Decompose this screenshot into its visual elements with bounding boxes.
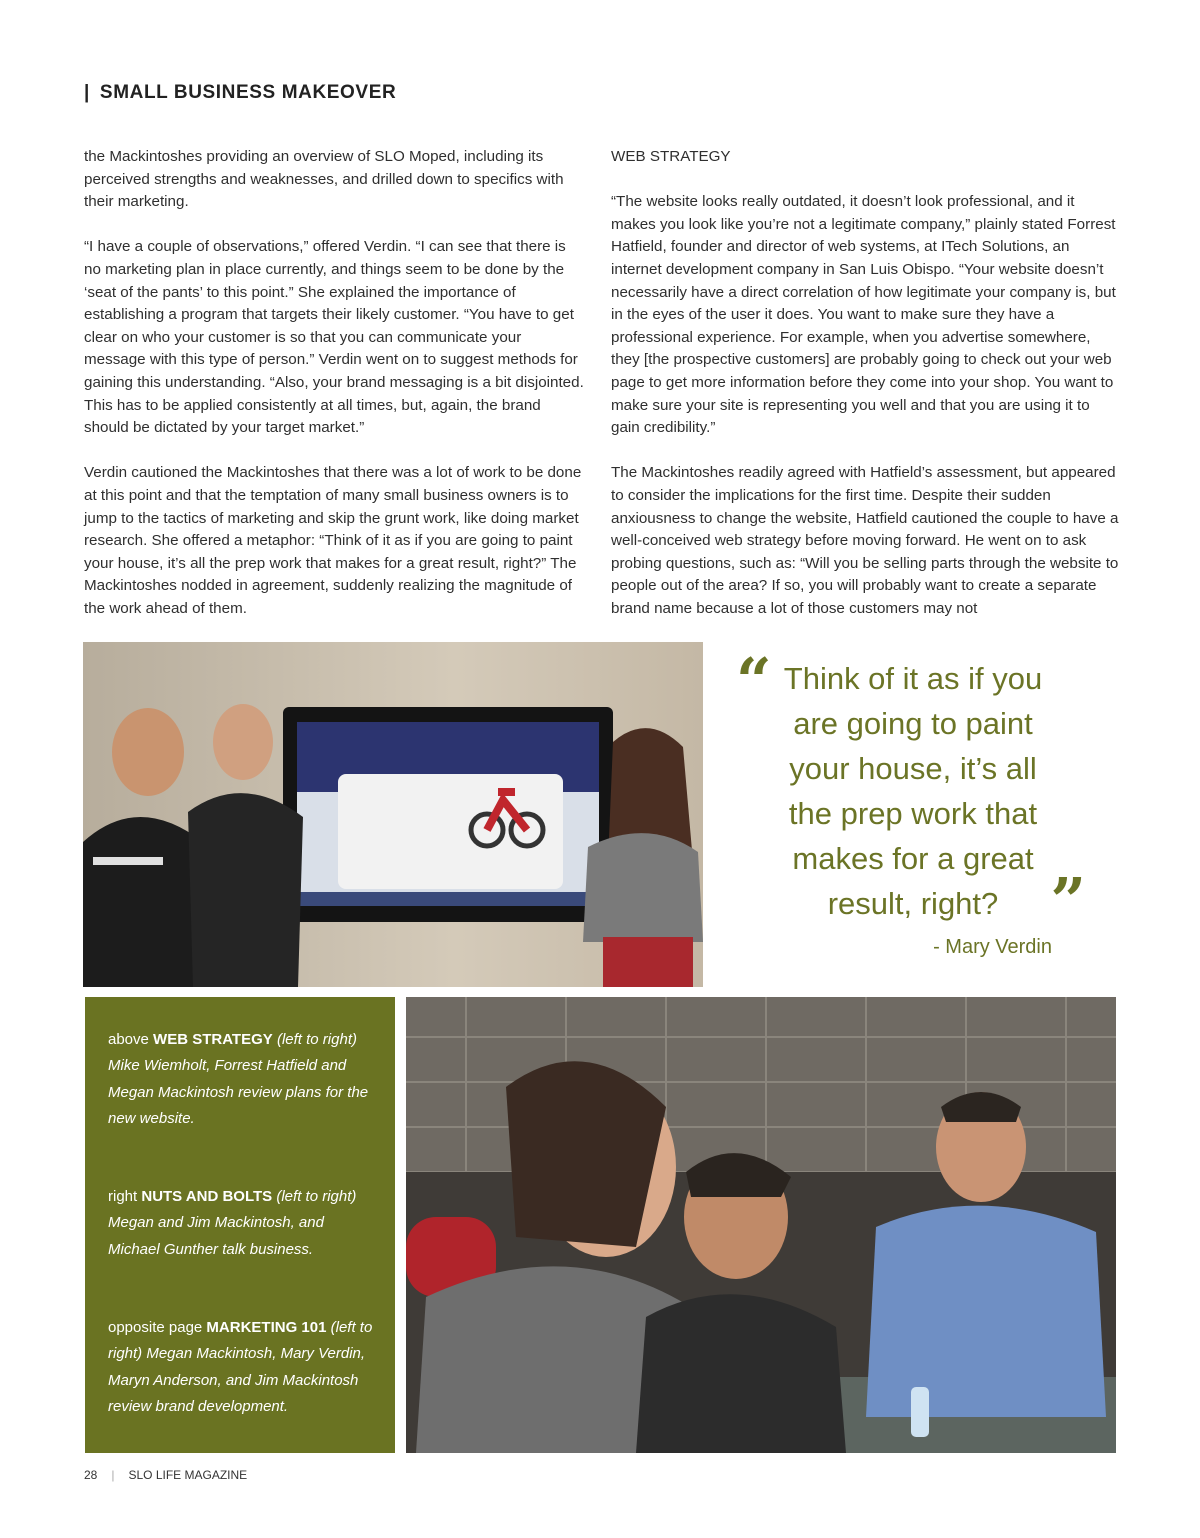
section-header (84, 82, 396, 104)
page-footer (84, 1468, 247, 1482)
quote-close-mark: ” (1050, 864, 1086, 937)
quote-open-mark: “ (736, 644, 772, 717)
caption-position: above (108, 1031, 149, 1048)
photo-web-strategy (83, 642, 703, 987)
pull-quote-attribution: - Mary Verdin (933, 936, 1052, 958)
magazine-name: SLO LIFE MAGAZINE (128, 1468, 248, 1482)
paragraph: “The website looks really outdated, it doesn’t look professional, and it makes you look like you’re not a legitimate company,” plainly stated Forrest Hatfield, founder and director of web systems, at ITech Solutions, an internet development company in San Luis Obispo. “Your website doesn’t necessarily have a direct correlation of how legitimate your company is, but in the eyes of the user it does. You want to make sure they have a professional experience. For example, when you advertise somewhere, they [the prospective customers] are probably going to check out your web page to get more information before they come into your shop. You want to make sure your site is representing you well and that you are using it to gain credibility.” (611, 193, 1116, 437)
caption-title: MARKETING 101 (206, 1319, 327, 1337)
caption-body: (left to right) Mike Wiemholt, Forrest Hatfield and Megan Mackintosh review plans for the new website. (108, 1031, 369, 1127)
pull-quote-text: Think of it as if you are going to paint your house, it’s all the prep work that makes for a great result, right? (783, 661, 1043, 921)
section-bar: | (84, 82, 90, 103)
caption-body: (left to right) Megan Mackintosh, Mary Verdin, Maryn Anderson, and Jim Mackintosh review brand development. (108, 1319, 373, 1415)
caption-nuts-and-bolts (108, 1184, 379, 1263)
caption-body: (left to right) Megan and Jim Mackintosh, and Michael Gunther talk business. (108, 1188, 357, 1258)
caption-web-strategy (108, 1027, 379, 1132)
caption-box (85, 997, 395, 1453)
photo-nuts-and-bolts (406, 997, 1116, 1453)
page-number: 28 (84, 1468, 98, 1482)
photo-nuts-and-bolts-illustration (406, 997, 1116, 1453)
paragraph: the Mackintoshes providing an overview of SLO Moped, including its perceived strengths and weaknesses, and drilled down to specifics with their marketing. (84, 148, 564, 211)
footer-separator: | (111, 1468, 115, 1482)
subheading-web-strategy: WEB STRATEGY (611, 148, 731, 165)
pull-quote (736, 644, 1086, 960)
section-label: SMALL BUSINESS MAKEOVER (99, 82, 397, 103)
paragraph: “I have a couple of observations,” offered Verdin. “I can see that there is no marketing plan in place currently, and things seem to be done by the ‘seat of the pants’ to this point.” She explained the importance of establishing a program that targets their likely customer. “You have to get clear on who your customer is so that you can communicate your message with this type of person.” Verdin went on to suggest methods for gaining this understanding. “Also, your brand messaging is a bit disjointed. This has to be applied consistently at all times, but, again, the brand should be dictated by your target market.” (84, 238, 584, 437)
paragraph: The Mackintoshes readily agreed with Hatfield’s assessment, but appeared to consider the implications for the first time. Despite their sudden anxiousness to change the website, Hatfield cautioned the couple to have a well-conceived web strategy before moving forward. He went on to ask probing questions, such as: “Will you be selling parts through the website to people out of the area? If so, you will probably want to create a separate brand name because a lot of those customers may not (611, 464, 1119, 617)
caption-title: WEB STRATEGY (153, 1031, 273, 1048)
article-right-column (611, 146, 1121, 643)
article-left-column (84, 146, 584, 643)
caption-position: opposite page (108, 1319, 203, 1337)
caption-title: NUTS AND BOLTS (141, 1188, 273, 1206)
paragraph: Verdin cautioned the Mackintoshes that there was a lot of work to be done at this point and that the temptation of many small business owners is to jump to the tactics of marketing and skip the grunt work, like doing market research. She offered a metaphor: “Think of it as if you are going to paint your house, it’s all the prep work that makes for a great result, right?” The Mackintoshes nodded in agreement, suddenly realizing the magnitude of the work ahead of them. (84, 464, 582, 617)
caption-position: right (108, 1188, 138, 1206)
photo-web-strategy-illustration (83, 642, 703, 987)
caption-marketing-101 (108, 1315, 379, 1420)
